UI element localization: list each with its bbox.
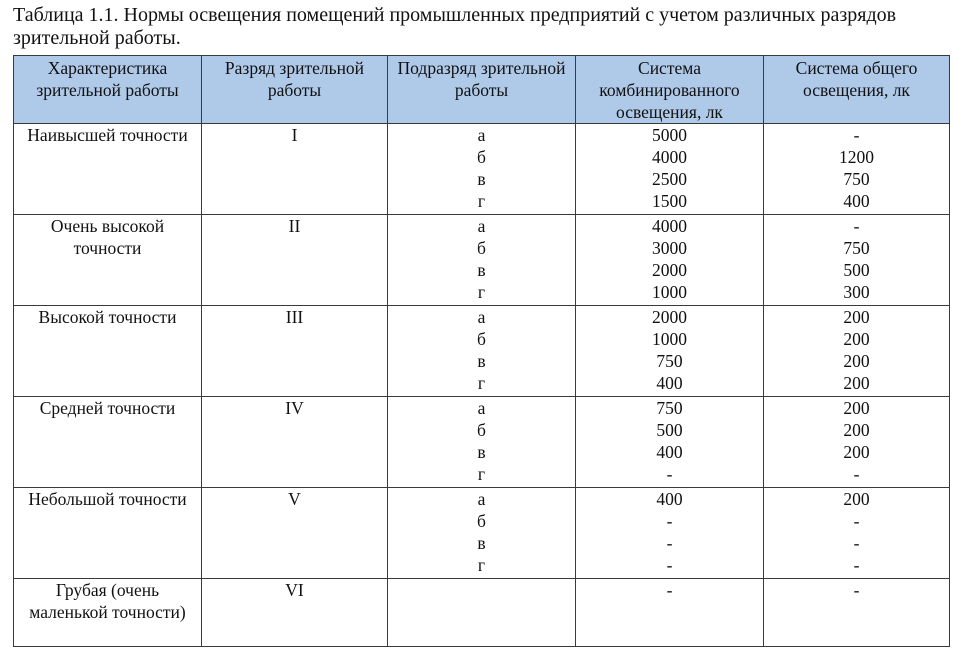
cell-subcategory: [388, 397, 576, 488]
cell-combined-lighting: [576, 579, 764, 647]
cell-subcategory-value: б: [477, 147, 486, 167]
cell-category: I: [202, 124, 388, 215]
cell-subcategory-value: г: [477, 373, 486, 393]
cell-category: III: [202, 306, 388, 397]
cell-general-lighting: [764, 488, 950, 579]
cell-general-lighting-value: 750: [843, 238, 870, 258]
cell-combined-lighting-value: 2500: [652, 169, 687, 189]
table-row: [14, 397, 950, 488]
cell-characteristic: Средней точности: [14, 397, 202, 488]
cell-general-lighting: [764, 579, 950, 647]
cell-general-lighting-value: 200: [843, 373, 870, 393]
cell-subcategory-value: в: [477, 169, 486, 189]
cell-characteristic: Высокой точности: [14, 306, 202, 397]
cell-combined-lighting: [576, 488, 764, 579]
cell-general-lighting: [764, 215, 950, 306]
cell-subcategory-value: б: [477, 238, 486, 258]
cell-combined-lighting-value: 2000: [652, 307, 687, 327]
cell-subcategory-value: в: [477, 351, 486, 371]
table-header-row: [14, 56, 950, 124]
cell-category: VI: [202, 579, 388, 647]
cell-general-lighting-value: -: [853, 555, 860, 575]
cell-general-lighting-value: -: [853, 533, 860, 553]
lighting-norms-table: [13, 55, 950, 647]
cell-combined-lighting-value: 400: [656, 373, 683, 393]
cell-subcategory-value: г: [477, 555, 486, 575]
cell-general-lighting-value: -: [853, 464, 860, 484]
cell-general-lighting-value: -: [853, 125, 860, 145]
cell-general-lighting-value: -: [853, 511, 860, 531]
table-body: [14, 124, 950, 647]
cell-combined-lighting-value: 400: [656, 489, 683, 509]
cell-combined-lighting-value: 500: [656, 420, 683, 440]
cell-combined-lighting-value: 4000: [652, 147, 687, 167]
cell-general-lighting-value: 300: [843, 282, 870, 302]
cell-combined-lighting-value: 1000: [652, 329, 687, 349]
cell-characteristic: Наивысшей точности: [14, 124, 202, 215]
cell-subcategory-value: а: [477, 489, 486, 509]
cell-general-lighting-value: 200: [843, 351, 870, 371]
cell-combined-lighting-value: -: [666, 555, 673, 575]
cell-subcategory: [388, 306, 576, 397]
cell-subcategory: [388, 488, 576, 579]
cell-combined-lighting: [576, 306, 764, 397]
table-row: [14, 215, 950, 306]
cell-general-lighting-value: 200: [843, 398, 870, 418]
cell-characteristic: Грубая (очень маленькой точности): [14, 579, 202, 647]
table-row: [14, 306, 950, 397]
cell-subcategory-value: а: [477, 307, 486, 327]
cell-general-lighting-value: 1200: [839, 147, 874, 167]
cell-general-lighting: [764, 397, 950, 488]
cell-general-lighting-value: -: [853, 580, 860, 600]
header-characteristic: Характеристика зрительной работы: [14, 56, 202, 124]
table-row: [14, 579, 950, 647]
cell-characteristic: Очень высокой точности: [14, 215, 202, 306]
cell-general-lighting-value: -: [853, 216, 860, 236]
cell-combined-lighting-value: -: [666, 464, 673, 484]
cell-general-lighting: [764, 124, 950, 215]
cell-combined-lighting-value: 1000: [652, 282, 687, 302]
cell-general-lighting-value: 750: [843, 169, 870, 189]
cell-characteristic: Небольшой точности: [14, 488, 202, 579]
table-row: [14, 488, 950, 579]
cell-subcategory-value: а: [477, 398, 486, 418]
cell-subcategory-value: а: [477, 216, 486, 236]
cell-subcategory-value: б: [477, 511, 486, 531]
cell-general-lighting-value: 200: [843, 329, 870, 349]
cell-combined-lighting-value: 4000: [652, 216, 687, 236]
cell-general-lighting-value: 500: [843, 260, 870, 280]
cell-general-lighting-value: 200: [843, 307, 870, 327]
cell-subcategory-value: в: [477, 533, 486, 553]
header-category: Разряд зрительной работы: [202, 56, 388, 124]
cell-combined-lighting-value: 400: [656, 442, 683, 462]
cell-combined-lighting-value: -: [666, 580, 673, 600]
cell-category: V: [202, 488, 388, 579]
cell-subcategory-value: в: [477, 442, 486, 462]
cell-subcategory: [388, 579, 576, 647]
cell-subcategory: [388, 215, 576, 306]
header-general-lighting: Система общего освещения, лк: [764, 56, 950, 124]
cell-category: II: [202, 215, 388, 306]
cell-subcategory-value: г: [477, 464, 486, 484]
cell-subcategory-value: г: [477, 282, 486, 302]
cell-general-lighting-value: 200: [843, 420, 870, 440]
header-subcategory: Подразряд зрительной работы: [388, 56, 576, 124]
cell-combined-lighting-value: 2000: [652, 260, 687, 280]
cell-combined-lighting-value: 1500: [652, 191, 687, 211]
cell-subcategory: [388, 124, 576, 215]
cell-combined-lighting-value: 3000: [652, 238, 687, 258]
cell-combined-lighting-value: 750: [656, 351, 683, 371]
cell-subcategory-value: в: [477, 260, 486, 280]
cell-general-lighting-value: 200: [843, 442, 870, 462]
table-caption: Таблица 1.1. Нормы освещения помещений промышленных предприятий с учетом различных разрядов зрительной работы.: [13, 4, 897, 49]
cell-general-lighting-value: 400: [843, 191, 870, 211]
cell-combined-lighting-value: 5000: [652, 125, 687, 145]
cell-combined-lighting: [576, 397, 764, 488]
cell-combined-lighting: [576, 124, 764, 215]
table-row: [14, 124, 950, 215]
cell-subcategory-value: б: [477, 420, 486, 440]
cell-subcategory-value: г: [477, 191, 486, 211]
cell-category: IV: [202, 397, 388, 488]
cell-combined-lighting-value: -: [666, 511, 673, 531]
cell-combined-lighting: [576, 215, 764, 306]
cell-subcategory-value: а: [477, 125, 486, 145]
cell-general-lighting-value: 200: [843, 489, 870, 509]
cell-general-lighting: [764, 306, 950, 397]
cell-subcategory-value: б: [477, 329, 486, 349]
cell-combined-lighting-value: 750: [656, 398, 683, 418]
cell-combined-lighting-value: -: [666, 533, 673, 553]
header-combined-lighting: Система комбинированного освещения, лк: [576, 56, 764, 124]
